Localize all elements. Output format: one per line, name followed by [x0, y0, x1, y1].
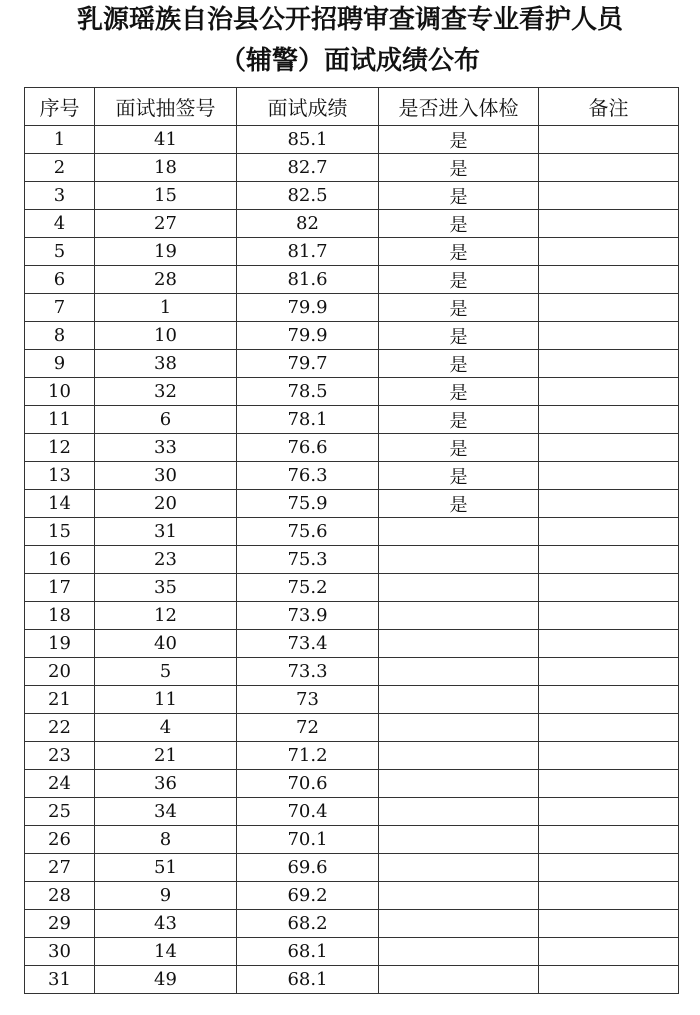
medical-exam-cell: 是 — [379, 434, 539, 462]
score-cell: 75.9 — [237, 490, 379, 518]
draw-number-cell: 43 — [95, 910, 237, 938]
medical-exam-cell: 是 — [379, 154, 539, 182]
medical-exam-cell — [379, 546, 539, 574]
medical-exam-cell — [379, 826, 539, 854]
draw-number-cell: 9 — [95, 882, 237, 910]
score-cell: 75.6 — [237, 518, 379, 546]
remarks-cell — [539, 406, 679, 434]
medical-exam-cell — [379, 518, 539, 546]
serial-number-cell: 20 — [25, 658, 95, 686]
score-cell: 81.7 — [237, 238, 379, 266]
remarks-cell — [539, 910, 679, 938]
draw-number-cell: 49 — [95, 966, 237, 994]
remarks-cell — [539, 714, 679, 742]
serial-number-cell: 7 — [25, 294, 95, 322]
medical-exam-cell — [379, 966, 539, 994]
remarks-cell — [539, 826, 679, 854]
score-cell: 68.1 — [237, 938, 379, 966]
remarks-cell — [539, 266, 679, 294]
table-body — [25, 126, 679, 994]
serial-number-cell: 15 — [25, 518, 95, 546]
table-row — [25, 266, 679, 294]
table-row — [25, 938, 679, 966]
header-medical-exam: 是否进入体检 — [379, 88, 539, 126]
medical-exam-cell — [379, 630, 539, 658]
serial-number-cell: 1 — [25, 126, 95, 154]
remarks-cell — [539, 490, 679, 518]
medical-exam-cell: 是 — [379, 350, 539, 378]
table-row — [25, 322, 679, 350]
remarks-cell — [539, 518, 679, 546]
remarks-cell — [539, 210, 679, 238]
draw-number-cell: 30 — [95, 462, 237, 490]
score-cell: 71.2 — [237, 742, 379, 770]
serial-number-cell: 5 — [25, 238, 95, 266]
score-cell: 76.6 — [237, 434, 379, 462]
draw-number-cell: 19 — [95, 238, 237, 266]
draw-number-cell: 23 — [95, 546, 237, 574]
serial-number-cell: 11 — [25, 406, 95, 434]
serial-number-cell: 8 — [25, 322, 95, 350]
medical-exam-cell: 是 — [379, 238, 539, 266]
score-cell: 78.1 — [237, 406, 379, 434]
medical-exam-cell: 是 — [379, 462, 539, 490]
score-cell: 75.3 — [237, 546, 379, 574]
table-row — [25, 854, 679, 882]
table-row — [25, 126, 679, 154]
remarks-cell — [539, 630, 679, 658]
score-cell: 70.4 — [237, 798, 379, 826]
table-row — [25, 294, 679, 322]
draw-number-cell: 21 — [95, 742, 237, 770]
medical-exam-cell — [379, 714, 539, 742]
score-cell: 73 — [237, 686, 379, 714]
draw-number-cell: 33 — [95, 434, 237, 462]
medical-exam-cell — [379, 574, 539, 602]
draw-number-cell: 10 — [95, 322, 237, 350]
header-serial-number: 序号 — [25, 88, 95, 126]
table-row — [25, 378, 679, 406]
table-row — [25, 882, 679, 910]
remarks-cell — [539, 294, 679, 322]
table-row — [25, 630, 679, 658]
draw-number-cell: 36 — [95, 770, 237, 798]
serial-number-cell: 13 — [25, 462, 95, 490]
medical-exam-cell: 是 — [379, 490, 539, 518]
table-row — [25, 798, 679, 826]
serial-number-cell: 29 — [25, 910, 95, 938]
remarks-cell — [539, 126, 679, 154]
medical-exam-cell — [379, 686, 539, 714]
remarks-cell — [539, 798, 679, 826]
medical-exam-cell: 是 — [379, 210, 539, 238]
remarks-cell — [539, 378, 679, 406]
draw-number-cell: 31 — [95, 518, 237, 546]
table-header-row — [25, 88, 679, 126]
serial-number-cell: 19 — [25, 630, 95, 658]
medical-exam-cell: 是 — [379, 378, 539, 406]
serial-number-cell: 14 — [25, 490, 95, 518]
draw-number-cell: 11 — [95, 686, 237, 714]
serial-number-cell: 30 — [25, 938, 95, 966]
score-cell: 68.2 — [237, 910, 379, 938]
table-row — [25, 154, 679, 182]
draw-number-cell: 32 — [95, 378, 237, 406]
serial-number-cell: 3 — [25, 182, 95, 210]
document-title-line-2: （辅警）面试成绩公布 — [219, 46, 480, 76]
score-cell: 69.6 — [237, 854, 379, 882]
medical-exam-cell: 是 — [379, 322, 539, 350]
remarks-cell — [539, 182, 679, 210]
serial-number-cell: 4 — [25, 210, 95, 238]
medical-exam-cell: 是 — [379, 266, 539, 294]
serial-number-cell: 17 — [25, 574, 95, 602]
table-row — [25, 770, 679, 798]
header-interview-score: 面试成绩 — [237, 88, 379, 126]
remarks-cell — [539, 322, 679, 350]
remarks-cell — [539, 546, 679, 574]
draw-number-cell: 38 — [95, 350, 237, 378]
remarks-cell — [539, 854, 679, 882]
serial-number-cell: 2 — [25, 154, 95, 182]
serial-number-cell: 10 — [25, 378, 95, 406]
remarks-cell — [539, 966, 679, 994]
score-cell: 75.2 — [237, 574, 379, 602]
remarks-cell — [539, 770, 679, 798]
score-cell: 79.9 — [237, 322, 379, 350]
draw-number-cell: 28 — [95, 266, 237, 294]
draw-number-cell: 12 — [95, 602, 237, 630]
draw-number-cell: 35 — [95, 574, 237, 602]
serial-number-cell: 22 — [25, 714, 95, 742]
draw-number-cell: 15 — [95, 182, 237, 210]
remarks-cell — [539, 686, 679, 714]
medical-exam-cell — [379, 882, 539, 910]
serial-number-cell: 27 — [25, 854, 95, 882]
table-row — [25, 490, 679, 518]
table-row — [25, 574, 679, 602]
score-cell: 82 — [237, 210, 379, 238]
score-cell: 70.1 — [237, 826, 379, 854]
table-row — [25, 518, 679, 546]
table-row — [25, 714, 679, 742]
serial-number-cell: 12 — [25, 434, 95, 462]
medical-exam-cell — [379, 742, 539, 770]
score-cell: 68.1 — [237, 966, 379, 994]
score-cell: 81.6 — [237, 266, 379, 294]
score-cell: 73.3 — [237, 658, 379, 686]
medical-exam-cell — [379, 798, 539, 826]
table-row — [25, 658, 679, 686]
remarks-cell — [539, 154, 679, 182]
table-row — [25, 434, 679, 462]
serial-number-cell: 21 — [25, 686, 95, 714]
remarks-cell — [539, 658, 679, 686]
score-cell: 78.5 — [237, 378, 379, 406]
medical-exam-cell — [379, 602, 539, 630]
score-cell: 76.3 — [237, 462, 379, 490]
table-row — [25, 462, 679, 490]
medical-exam-cell: 是 — [379, 294, 539, 322]
draw-number-cell: 8 — [95, 826, 237, 854]
score-cell: 79.9 — [237, 294, 379, 322]
medical-exam-cell: 是 — [379, 126, 539, 154]
score-cell: 70.6 — [237, 770, 379, 798]
serial-number-cell: 6 — [25, 266, 95, 294]
draw-number-cell: 27 — [95, 210, 237, 238]
score-cell: 82.7 — [237, 154, 379, 182]
table-row — [25, 910, 679, 938]
score-cell: 82.5 — [237, 182, 379, 210]
score-cell: 73.4 — [237, 630, 379, 658]
serial-number-cell: 28 — [25, 882, 95, 910]
remarks-cell — [539, 602, 679, 630]
remarks-cell — [539, 882, 679, 910]
table-row — [25, 966, 679, 994]
serial-number-cell: 24 — [25, 770, 95, 798]
remarks-cell — [539, 350, 679, 378]
medical-exam-cell: 是 — [379, 182, 539, 210]
draw-number-cell: 18 — [95, 154, 237, 182]
table-row — [25, 686, 679, 714]
medical-exam-cell — [379, 910, 539, 938]
table-row — [25, 238, 679, 266]
remarks-cell — [539, 462, 679, 490]
remarks-cell — [539, 938, 679, 966]
draw-number-cell: 5 — [95, 658, 237, 686]
table-row — [25, 546, 679, 574]
draw-number-cell: 41 — [95, 126, 237, 154]
document-title-line-1: 乳源瑶族自治县公开招聘审查调查专业看护人员 — [76, 5, 623, 35]
draw-number-cell: 4 — [95, 714, 237, 742]
draw-number-cell: 14 — [95, 938, 237, 966]
score-cell: 69.2 — [237, 882, 379, 910]
table-row — [25, 602, 679, 630]
table-row — [25, 210, 679, 238]
serial-number-cell: 16 — [25, 546, 95, 574]
table-row — [25, 182, 679, 210]
serial-number-cell: 31 — [25, 966, 95, 994]
score-cell: 85.1 — [237, 126, 379, 154]
remarks-cell — [539, 434, 679, 462]
medical-exam-cell — [379, 938, 539, 966]
draw-number-cell: 1 — [95, 294, 237, 322]
serial-number-cell: 25 — [25, 798, 95, 826]
medical-exam-cell — [379, 658, 539, 686]
serial-number-cell: 26 — [25, 826, 95, 854]
medical-exam-cell: 是 — [379, 406, 539, 434]
draw-number-cell: 40 — [95, 630, 237, 658]
interview-scores-table — [24, 87, 679, 994]
header-draw-number: 面试抽签号 — [95, 88, 237, 126]
remarks-cell — [539, 742, 679, 770]
table-row — [25, 826, 679, 854]
score-cell: 72 — [237, 714, 379, 742]
remarks-cell — [539, 238, 679, 266]
score-cell: 73.9 — [237, 602, 379, 630]
draw-number-cell: 20 — [95, 490, 237, 518]
medical-exam-cell — [379, 854, 539, 882]
draw-number-cell: 34 — [95, 798, 237, 826]
medical-exam-cell — [379, 770, 539, 798]
remarks-cell — [539, 574, 679, 602]
score-cell: 79.7 — [237, 350, 379, 378]
serial-number-cell: 18 — [25, 602, 95, 630]
serial-number-cell: 9 — [25, 350, 95, 378]
header-remarks: 备注 — [539, 88, 679, 126]
draw-number-cell: 51 — [95, 854, 237, 882]
serial-number-cell: 23 — [25, 742, 95, 770]
draw-number-cell: 6 — [95, 406, 237, 434]
table-row — [25, 406, 679, 434]
table-row — [25, 742, 679, 770]
table-row — [25, 350, 679, 378]
